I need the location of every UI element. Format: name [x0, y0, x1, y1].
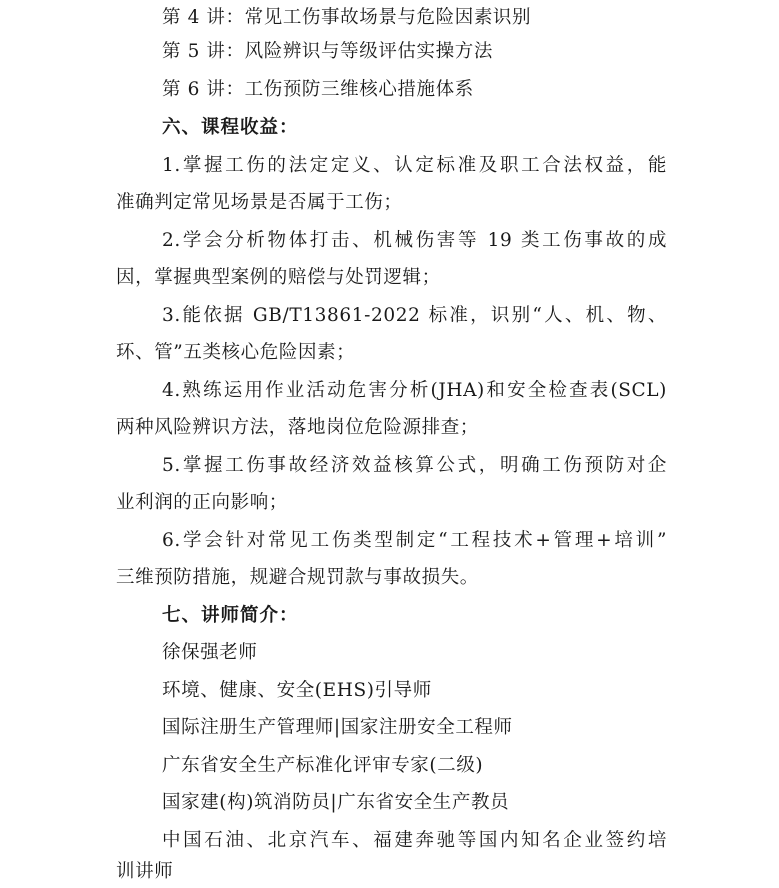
- lecture-6: 第 6 讲：工伤预防三维核心措施体系: [162, 79, 474, 100]
- instructor-clients-line-1: 中国石油、北京汽车、福建奔驰等国内知名企业签约培: [162, 830, 667, 851]
- benefit-3-line-2: 环、管”五类核心危险因素；: [116, 342, 356, 363]
- section-6-heading: 六、课程收益：: [162, 117, 299, 138]
- instructor-title-3: 广东省安全生产标准化评审专家(二级): [162, 755, 484, 776]
- instructor-clients-line-2: 训讲师: [116, 861, 174, 882]
- instructor-title-2: 国际注册生产管理师|国家注册安全工程师: [162, 717, 513, 738]
- benefit-2-line-2: 因，掌握典型案例的赔偿与处罚逻辑；: [116, 267, 441, 288]
- benefit-4-line-2: 两种风险辨识方法，落地岗位危险源排查；: [116, 417, 479, 438]
- instructor-name: 徐保强老师: [162, 642, 258, 663]
- benefit-6-line-2: 三维预防措施，规避合规罚款与事故损失。: [116, 567, 479, 588]
- lecture-5: 第 5 讲：风险辨识与等级评估实操方法: [162, 41, 493, 62]
- benefit-3-line-1: 3.能依据 GB/T13861-2022 标准，识别“人、机、物、: [162, 305, 667, 326]
- benefit-5-line-2: 业利润的正向影响；: [116, 492, 288, 513]
- instructor-title-1: 环境、健康、安全(EHS)引导师: [162, 680, 432, 701]
- benefit-4-line-1: 4.熟练运用作业活动危害分析(JHA)和安全检查表(SCL): [162, 380, 667, 401]
- section-7-heading: 七、讲师简介：: [162, 605, 299, 626]
- instructor-title-4: 国家建(构)筑消防员|广东省安全生产教员: [162, 792, 510, 813]
- benefit-1-line-1: 1.掌握工伤的法定定义、认定标准及职工合法权益，能: [162, 155, 667, 176]
- benefit-6-line-1: 6.学会针对常见工伤类型制定“工程技术+管理+培训”: [162, 530, 667, 551]
- benefit-1-line-2: 准确判定常见场景是否属于工伤；: [116, 192, 403, 213]
- lecture-4: 第 4 讲：常见工伤事故场景与危险因素识别: [162, 7, 532, 28]
- benefit-5-line-1: 5.掌握工伤事故经济效益核算公式，明确工伤预防对企: [162, 455, 667, 476]
- benefit-2-line-1: 2.学会分析物体打击、机械伤害等 19 类工伤事故的成: [162, 230, 667, 251]
